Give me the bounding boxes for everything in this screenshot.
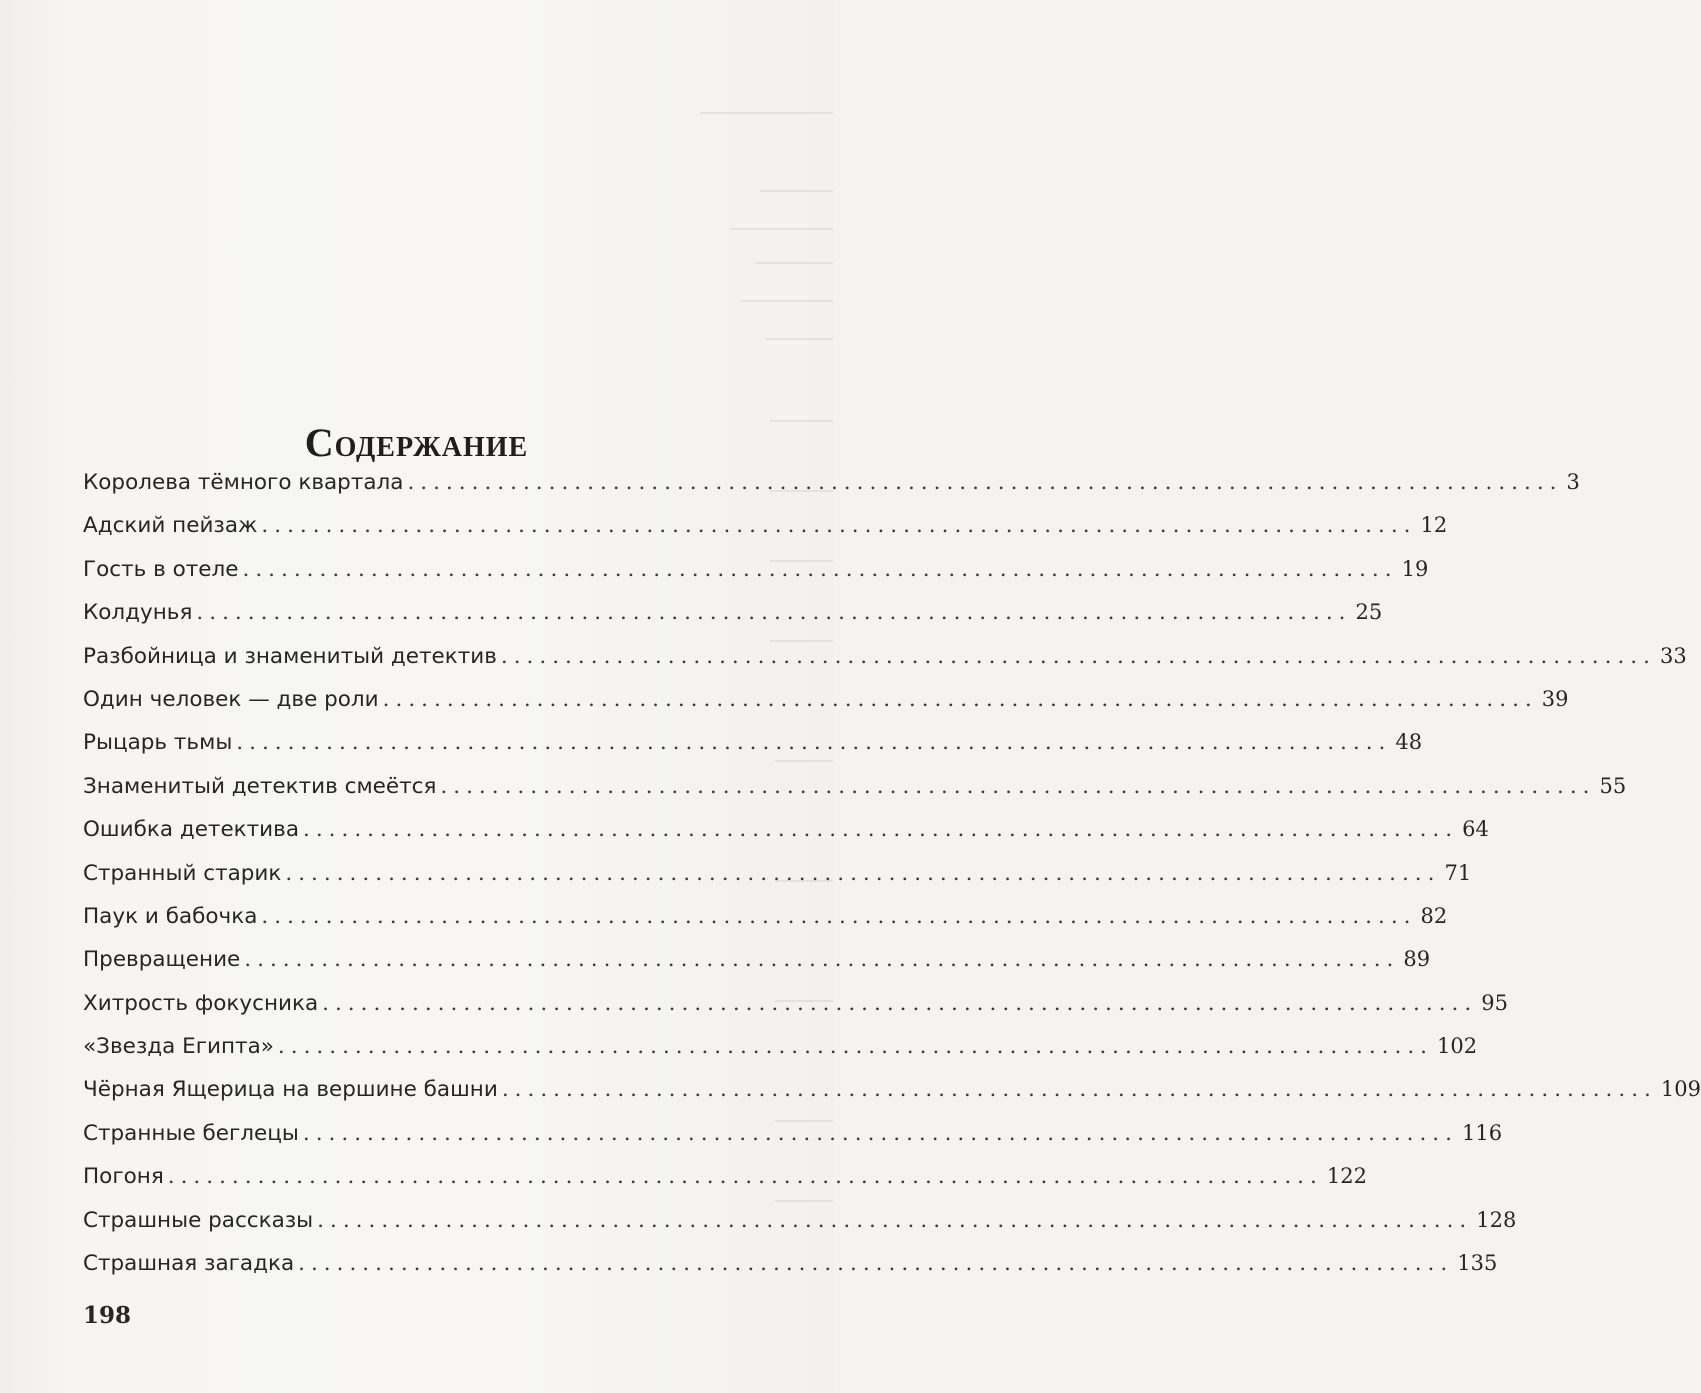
bleed-through-mark [775, 760, 833, 762]
bleed-through-mark [700, 112, 833, 114]
toc-entry-page: 64 [1462, 817, 1489, 842]
toc-entry [83, 513, 1448, 556]
toc-entry [83, 686, 1569, 730]
toc-entry-title: Превращение [83, 947, 241, 973]
dot-leader: .......................................................................................... [500, 643, 1656, 669]
toc-entry [83, 1207, 1517, 1251]
toc-entry-title: Паук и бабочка [83, 903, 258, 929]
toc-entry [83, 1120, 1503, 1164]
toc-entry-title: Страшная загадка [83, 1251, 295, 1277]
toc-entry [83, 730, 1423, 773]
toc-entry-page: 89 [1403, 947, 1431, 972]
page-title: Содержание [304, 419, 529, 465]
dot-leader: .......................................................................................... [298, 1251, 1454, 1277]
dot-leader: .......................................................................................... [501, 1077, 1657, 1103]
toc-entry-title: Колдунья [83, 600, 193, 626]
dot-leader: .......................................................................................... [261, 513, 1417, 539]
dot-leader: .......................................................................................... [277, 1034, 1434, 1060]
toc-entry-page: 95 [1481, 990, 1508, 1015]
toc-entry [83, 1164, 1367, 1207]
dot-leader: .......................................................................................... [244, 947, 1400, 973]
toc-entry-title: Разбойница и знаменитый детектив [83, 643, 497, 669]
toc-entry-title: Рыцарь тьмы [83, 730, 233, 756]
toc-entry-page: 122 [1326, 1164, 1367, 1189]
toc-entry [83, 1251, 1498, 1294]
table-of-contents [83, 470, 1701, 1294]
toc-entry-page: 109 [1660, 1077, 1701, 1102]
toc-entry-page: 128 [1476, 1207, 1517, 1232]
bleed-through-mark [740, 300, 833, 302]
toc-entry-page: 48 [1395, 730, 1423, 755]
toc-entry-title: Ошибка детектива [83, 817, 299, 843]
toc-entry-title: Знаменитый детектив смеётся [83, 773, 437, 799]
toc-entry-page: 55 [1599, 773, 1627, 798]
toc-entry-title: Страшные рассказы [83, 1207, 314, 1233]
toc-entry-title: Гость в отеле [83, 556, 239, 582]
toc-entry-page: 102 [1437, 1034, 1478, 1059]
dot-leader: .......................................................................................... [440, 773, 1596, 799]
toc-entry-title: Королева тёмного квартала [83, 470, 404, 495]
toc-entry [83, 773, 1627, 817]
toc-entry-title: Один человек — две роли [83, 686, 379, 712]
dot-leader: .......................................................................................... [261, 903, 1417, 929]
toc-entry-page: 82 [1420, 903, 1448, 928]
toc-entry [83, 990, 1508, 1034]
toc-entry-page: 135 [1457, 1251, 1498, 1276]
bleed-through-mark [775, 1200, 833, 1202]
toc-entry-title: Адский пейзаж [83, 513, 258, 539]
bleed-through-mark [765, 338, 833, 340]
toc-entry-title: «Звезда Египта» [83, 1034, 274, 1060]
dot-leader: .......................................................................................... [317, 1207, 1473, 1233]
page-number: 198 [83, 1302, 132, 1329]
toc-entry [83, 947, 1431, 990]
toc-entry [83, 643, 1687, 687]
toc-entry-title: Чёрная Ящерица на вершине башни [83, 1077, 498, 1103]
toc-entry-title: Странные беглецы [83, 1120, 299, 1146]
dot-leader: .......................................................................................... [285, 860, 1441, 886]
bleed-through-mark [770, 640, 833, 642]
toc-entry [83, 817, 1489, 860]
dot-leader: .......................................................................................... [196, 600, 1352, 626]
toc-entry [83, 556, 1429, 600]
toc-entry [83, 1077, 1701, 1120]
toc-entry [83, 470, 1580, 513]
toc-entry-page: 25 [1355, 600, 1383, 625]
toc-entry-page: 19 [1401, 556, 1429, 581]
bleed-through-mark [755, 262, 833, 264]
toc-entry-page: 3 [1566, 470, 1580, 494]
toc-entry [83, 903, 1448, 947]
dot-leader: .......................................................................................... [322, 990, 1478, 1016]
toc-entry-page: 116 [1461, 1120, 1503, 1145]
toc-entry-page: 39 [1541, 686, 1569, 711]
toc-entry-page: 12 [1420, 513, 1448, 538]
toc-entry-page: 71 [1444, 860, 1472, 885]
bleed-through-mark [730, 228, 833, 230]
toc-entry-title: Погоня [83, 1164, 164, 1190]
dot-leader: .......................................................................................... [382, 686, 1538, 712]
toc-entry [83, 860, 1472, 904]
dot-leader: .......................................................................................... [407, 470, 1563, 495]
dot-leader: .......................................................................................... [303, 817, 1459, 843]
toc-entry-title: Странный старик [83, 860, 282, 886]
dot-leader: .......................................................................................... [236, 730, 1392, 756]
dot-leader: .......................................................................................... [167, 1164, 1323, 1190]
toc-entry [83, 1034, 1478, 1077]
dot-leader: .......................................................................................... [302, 1120, 1458, 1146]
toc-entry-title: Хитрость фокусника [83, 990, 319, 1016]
dot-leader: .......................................................................................... [242, 556, 1398, 582]
bleed-through-mark [760, 190, 833, 192]
toc-entry [83, 600, 1383, 643]
toc-entry-page: 33 [1659, 643, 1687, 668]
